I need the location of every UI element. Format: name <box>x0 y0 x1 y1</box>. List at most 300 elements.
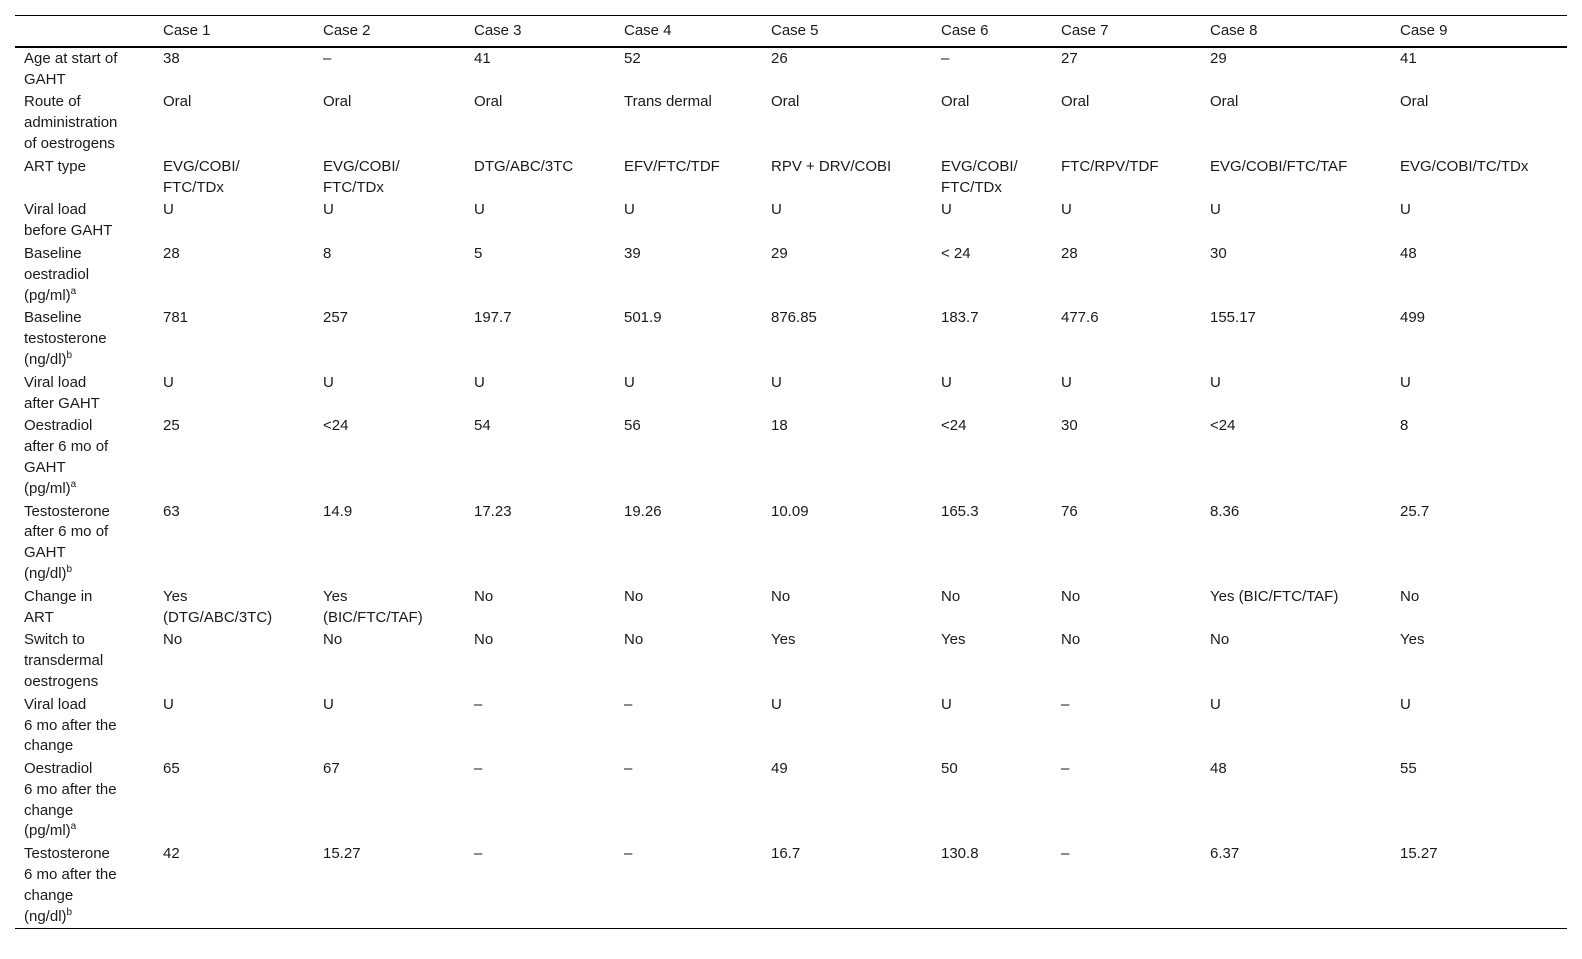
row-label-line <box>24 780 146 801</box>
cell-text: 165.3 <box>941 502 979 520</box>
row-label-text: (pg/ml) <box>24 822 71 840</box>
table-cell <box>1052 586 1201 630</box>
table-cell <box>314 586 465 630</box>
table-cell <box>615 156 762 200</box>
cell-text: Oral <box>771 93 800 111</box>
cell-text: 29 <box>1210 49 1227 67</box>
cell-text: U <box>771 201 782 219</box>
table-cell <box>465 694 615 758</box>
cell-text: 27 <box>1061 49 1078 67</box>
table-cell <box>762 199 932 243</box>
table-cell <box>762 629 932 693</box>
cell-text: No <box>1061 587 1081 605</box>
table-cell <box>932 156 1052 200</box>
cell-text: 8 <box>1400 417 1409 435</box>
table-cell <box>1391 91 1567 155</box>
row-label-line <box>24 844 146 865</box>
table-row <box>15 629 1567 693</box>
row-label-text: change <box>24 801 74 819</box>
row-label-text: GAHT <box>24 458 66 476</box>
row-label <box>15 243 154 307</box>
cell-text: 29 <box>771 244 788 262</box>
table-cell <box>314 243 465 307</box>
row-label-line <box>24 329 146 350</box>
table-cell <box>314 47 465 92</box>
cell-text: – <box>474 695 483 713</box>
row-label-text: 6 mo after the <box>24 866 117 884</box>
cell-text: U <box>1210 695 1221 713</box>
row-label-text: Viral load <box>24 373 87 391</box>
cell-text: U <box>1061 201 1072 219</box>
row-label-text: Route of <box>24 93 81 111</box>
table-cell <box>932 843 1052 929</box>
table-cell <box>932 586 1052 630</box>
cell-text: 6.37 <box>1210 845 1240 863</box>
table-cell <box>1201 415 1391 500</box>
cell-text: 501.9 <box>624 309 662 327</box>
row-label-text: Age at start of <box>24 49 118 67</box>
table-cell <box>465 47 615 92</box>
table-cell <box>762 586 932 630</box>
row-label <box>15 501 154 586</box>
cell-text: Oral <box>941 93 970 111</box>
cell-text: U <box>163 695 174 713</box>
cell-text: U <box>1400 373 1411 391</box>
table-cell <box>1391 694 1567 758</box>
row-label-text: after 6 mo of <box>24 438 109 456</box>
row-label-text: (pg/ml) <box>24 286 71 304</box>
cell-text: 16.7 <box>771 845 801 863</box>
cell-text: No <box>1210 631 1230 649</box>
header-cell: Case 8 <box>1210 22 1258 39</box>
footnote-marker: b <box>66 349 73 361</box>
cell-text: 65 <box>163 760 180 778</box>
row-label-text: Baseline <box>24 309 82 327</box>
table-cell <box>314 415 465 500</box>
table-cell <box>932 694 1052 758</box>
table-cell <box>314 694 465 758</box>
table-cell <box>1391 243 1567 307</box>
row-label-line <box>24 865 146 886</box>
cell-text: 42 <box>163 845 180 863</box>
table-cell <box>1052 199 1201 243</box>
table-cell <box>1201 629 1391 693</box>
cell-text: No <box>771 587 791 605</box>
cell-text: 25.7 <box>1400 502 1430 520</box>
row-label <box>15 47 154 92</box>
cell-text: 18 <box>771 417 788 435</box>
cell-text: U <box>474 373 485 391</box>
cell-text: No <box>1061 631 1081 649</box>
cell-text: 17.23 <box>474 502 512 520</box>
table-cell <box>465 758 615 843</box>
cell-text: U <box>771 695 782 713</box>
cell-text: – <box>624 845 633 863</box>
table-cell <box>1391 199 1567 243</box>
table-row <box>15 501 1567 586</box>
table-cell <box>1391 758 1567 843</box>
table-cell <box>1391 629 1567 693</box>
cell-text: U <box>323 695 334 713</box>
row-label-line <box>24 244 146 265</box>
cell-text: – <box>1061 695 1070 713</box>
table-cell <box>1201 91 1391 155</box>
cell-text: RPV + DRV/COBI <box>771 157 892 175</box>
row-label-text: of oestrogens <box>24 134 115 152</box>
table-cell <box>465 415 615 500</box>
row-label-text: administration <box>24 114 118 132</box>
cell-text: U <box>1400 695 1411 713</box>
row-label-text: Testosterone <box>24 845 110 863</box>
table-cell <box>762 91 932 155</box>
row-label-text: ART <box>24 608 54 626</box>
cell-text: U <box>1210 373 1221 391</box>
table-row <box>15 694 1567 758</box>
table-row <box>15 199 1567 243</box>
cell-text: EVG/COBI/ <box>941 157 1018 175</box>
cell-text: <24 <box>941 417 967 435</box>
row-label-line <box>24 394 146 415</box>
cell-text: EFV/FTC/TDF <box>624 157 720 175</box>
table-row <box>15 372 1567 416</box>
table-cell <box>314 843 465 929</box>
row-label-line <box>24 821 146 842</box>
cell-text: – <box>474 760 483 778</box>
header-cell: Case 5 <box>771 22 819 39</box>
cell-text: No <box>474 631 494 649</box>
row-label <box>15 758 154 843</box>
table-cell <box>615 372 762 416</box>
cell-text: – <box>1061 845 1070 863</box>
cell-text: 5 <box>474 244 483 262</box>
cell-text: – <box>624 695 633 713</box>
table-cell <box>1052 243 1201 307</box>
table-cell <box>762 372 932 416</box>
row-label-line <box>24 92 146 113</box>
row-label-line <box>24 350 146 371</box>
table-cell <box>314 758 465 843</box>
cell-text: Oral <box>1061 93 1090 111</box>
table-cell <box>762 415 932 500</box>
table-cell <box>154 758 314 843</box>
row-label-line <box>24 886 146 907</box>
table-cell <box>1391 47 1567 92</box>
cell-text: No <box>624 631 644 649</box>
table-cell <box>932 199 1052 243</box>
row-label-text: testosterone <box>24 330 107 348</box>
table-cell <box>762 243 932 307</box>
table-cell <box>615 629 762 693</box>
row-label-text: transdermal <box>24 652 104 670</box>
row-label <box>15 629 154 693</box>
cell-text: 14.9 <box>323 502 353 520</box>
cell-text: U <box>163 373 174 391</box>
table-cell <box>314 501 465 586</box>
table-cell <box>154 47 314 92</box>
table-cell <box>465 372 615 416</box>
row-label-line <box>24 522 146 543</box>
footnote-marker: b <box>66 563 73 575</box>
table-cell <box>932 307 1052 371</box>
cell-text: < 24 <box>941 244 971 262</box>
results-table <box>15 15 1567 929</box>
table-cell <box>1201 694 1391 758</box>
footnote-marker: a <box>70 821 77 833</box>
cell-text: Yes <box>163 587 188 605</box>
row-label-line <box>24 543 146 564</box>
row-label-line <box>24 113 146 134</box>
cell-text: 183.7 <box>941 309 979 327</box>
table-cell <box>465 843 615 929</box>
row-label-text: Baseline <box>24 244 82 262</box>
row-label-text: oestradiol <box>24 265 90 283</box>
cell-text: EVG/COBI/ <box>323 157 400 175</box>
table-row <box>15 586 1567 630</box>
cell-text: <24 <box>1210 417 1236 435</box>
row-label <box>15 372 154 416</box>
table-cell <box>932 629 1052 693</box>
row-label <box>15 91 154 155</box>
table-cell <box>1391 501 1567 586</box>
row-label-line <box>24 587 146 608</box>
row-label-line <box>24 373 146 394</box>
cell-text: 477.6 <box>1061 309 1099 327</box>
cell-text: U <box>474 201 485 219</box>
table-cell <box>932 758 1052 843</box>
header-cell <box>15 16 154 47</box>
cell-text: 8.36 <box>1210 502 1240 520</box>
table-cell <box>615 501 762 586</box>
row-label-text: Testosterone <box>24 502 110 520</box>
table-cell <box>154 307 314 371</box>
row-label-text: (ng/dl) <box>24 907 67 925</box>
row-label-text: Oestradiol <box>24 760 93 778</box>
row-label-line <box>24 716 146 737</box>
table-cell <box>314 307 465 371</box>
cell-text: – <box>1061 760 1070 778</box>
cell-text: U <box>941 201 952 219</box>
table-cell <box>615 91 762 155</box>
row-label-line <box>24 801 146 822</box>
footnote-marker: a <box>70 285 77 297</box>
cell-text: 155.17 <box>1210 309 1256 327</box>
cell-text: 39 <box>624 244 641 262</box>
cell-text: 8 <box>323 244 332 262</box>
row-label-text: before GAHT <box>24 222 113 240</box>
cell-text: Oral <box>323 93 352 111</box>
row-label-text: Viral load <box>24 201 87 219</box>
table-cell <box>1391 843 1567 929</box>
table-cell <box>1391 415 1567 500</box>
table-cell <box>1201 843 1391 929</box>
cell-text: Yes <box>771 631 796 649</box>
cell-text: U <box>323 201 334 219</box>
row-label-text: (pg/ml) <box>24 479 71 497</box>
row-label-line <box>24 458 146 479</box>
cell-text: 15.27 <box>323 845 361 863</box>
cell-text: FTC/RPV/TDF <box>1061 157 1159 175</box>
table-body <box>15 47 1567 929</box>
table-cell <box>314 91 465 155</box>
table-cell <box>154 415 314 500</box>
row-label-line <box>24 308 146 329</box>
table-cell <box>1201 307 1391 371</box>
row-label-text: GAHT <box>24 544 66 562</box>
cell-text: 63 <box>163 502 180 520</box>
table-cell <box>1201 199 1391 243</box>
cell-text: U <box>1400 201 1411 219</box>
table-cell <box>762 694 932 758</box>
row-label-text: Oestradiol <box>24 417 93 435</box>
table-cell <box>615 586 762 630</box>
table-cell <box>932 243 1052 307</box>
table-cell <box>932 501 1052 586</box>
cell-text: No <box>323 631 343 649</box>
row-label-line <box>24 70 146 91</box>
cell-text: 76 <box>1061 502 1078 520</box>
row-label-line <box>24 608 146 629</box>
cell-text: 25 <box>163 417 180 435</box>
cell-text: 67 <box>323 760 340 778</box>
table-cell <box>1052 307 1201 371</box>
cell-text: Yes <box>941 631 966 649</box>
row-label <box>15 307 154 371</box>
cell-text: No <box>624 587 644 605</box>
table-cell <box>465 199 615 243</box>
table-row <box>15 156 1567 200</box>
cell-text: (DTG/ABC/3TC) <box>163 608 273 626</box>
table-cell <box>314 372 465 416</box>
results-table-container <box>15 15 1567 929</box>
row-label-text: ART type <box>24 157 86 175</box>
cell-text: 49 <box>771 760 788 778</box>
table-cell <box>465 307 615 371</box>
cell-text: 130.8 <box>941 845 979 863</box>
cell-text: – <box>941 49 950 67</box>
row-label-line <box>24 437 146 458</box>
row-label-line <box>24 651 146 672</box>
table-cell <box>762 758 932 843</box>
table-cell <box>1391 372 1567 416</box>
table-cell <box>932 372 1052 416</box>
table-cell <box>1201 758 1391 843</box>
table-cell <box>465 586 615 630</box>
row-label-line <box>24 200 146 221</box>
cell-text: Yes <box>1400 631 1425 649</box>
row-label-line <box>24 907 146 928</box>
row-label-text: (ng/dl) <box>24 350 67 368</box>
cell-text: DTG/ABC/3TC <box>474 157 574 175</box>
table-cell <box>1201 372 1391 416</box>
header-cell: Case 7 <box>1061 22 1109 39</box>
cell-text: 30 <box>1210 244 1227 262</box>
cell-text: U <box>163 201 174 219</box>
row-label-line <box>24 265 146 286</box>
header-cell: Case 1 <box>163 22 211 39</box>
footnote-marker: a <box>70 478 77 490</box>
header-cell: Case 6 <box>941 22 989 39</box>
cell-text: No <box>1400 587 1420 605</box>
cell-text: 499 <box>1400 309 1426 327</box>
table-cell <box>615 199 762 243</box>
cell-text: No <box>163 631 183 649</box>
header-cell: Case 9 <box>1400 22 1448 39</box>
table-cell <box>1201 243 1391 307</box>
table-cell <box>314 629 465 693</box>
row-label-text: change <box>24 886 74 904</box>
cell-text: 41 <box>1400 49 1417 67</box>
cell-text: Oral <box>1210 93 1239 111</box>
cell-text: 10.09 <box>771 502 809 520</box>
table-cell <box>154 156 314 200</box>
row-label-line <box>24 157 146 178</box>
table-cell <box>1052 758 1201 843</box>
header-cell: Case 4 <box>624 22 672 39</box>
table-cell <box>1052 629 1201 693</box>
table-row <box>15 415 1567 500</box>
cell-text: Oral <box>474 93 503 111</box>
cell-text: U <box>1061 373 1072 391</box>
row-label <box>15 694 154 758</box>
cell-text: 257 <box>323 309 349 327</box>
row-label <box>15 156 154 200</box>
table-row <box>15 91 1567 155</box>
cell-text: 41 <box>474 49 491 67</box>
table-cell <box>154 199 314 243</box>
cell-text: U <box>1210 201 1221 219</box>
table-cell <box>615 758 762 843</box>
cell-text: Oral <box>163 93 192 111</box>
table-cell <box>154 372 314 416</box>
cell-text: EVG/COBI/ <box>163 157 240 175</box>
table-cell <box>762 307 932 371</box>
row-label-line <box>24 736 146 757</box>
row-label <box>15 843 154 929</box>
cell-text: 56 <box>624 417 641 435</box>
table-cell <box>314 156 465 200</box>
table-cell <box>615 415 762 500</box>
table-cell <box>465 91 615 155</box>
row-label-line <box>24 479 146 500</box>
cell-text: <24 <box>323 417 349 435</box>
row-label-line <box>24 630 146 651</box>
table-cell <box>1052 694 1201 758</box>
table-cell <box>1052 156 1201 200</box>
row-label-text: Change in <box>24 587 93 605</box>
header-cell: Case 2 <box>323 22 371 39</box>
cell-text: Yes (BIC/FTC/TAF) <box>1210 587 1339 605</box>
table-cell <box>465 156 615 200</box>
table-cell <box>762 501 932 586</box>
row-label-text: 6 mo after the <box>24 716 117 734</box>
cell-text: 55 <box>1400 760 1417 778</box>
row-label-text: after 6 mo of <box>24 523 109 541</box>
table-cell <box>1201 156 1391 200</box>
cell-text: 876.85 <box>771 309 817 327</box>
cell-text: 48 <box>1210 760 1227 778</box>
cell-text: 52 <box>624 49 641 67</box>
table-row <box>15 307 1567 371</box>
row-label-text: after GAHT <box>24 394 100 412</box>
row-label-line <box>24 221 146 242</box>
cell-text: 30 <box>1061 417 1078 435</box>
table-cell <box>154 843 314 929</box>
row-label-text: (ng/dl) <box>24 564 67 582</box>
footnote-marker: b <box>66 906 73 918</box>
row-label-text: Viral load <box>24 695 87 713</box>
row-label-line <box>24 695 146 716</box>
row-label-line <box>24 502 146 523</box>
